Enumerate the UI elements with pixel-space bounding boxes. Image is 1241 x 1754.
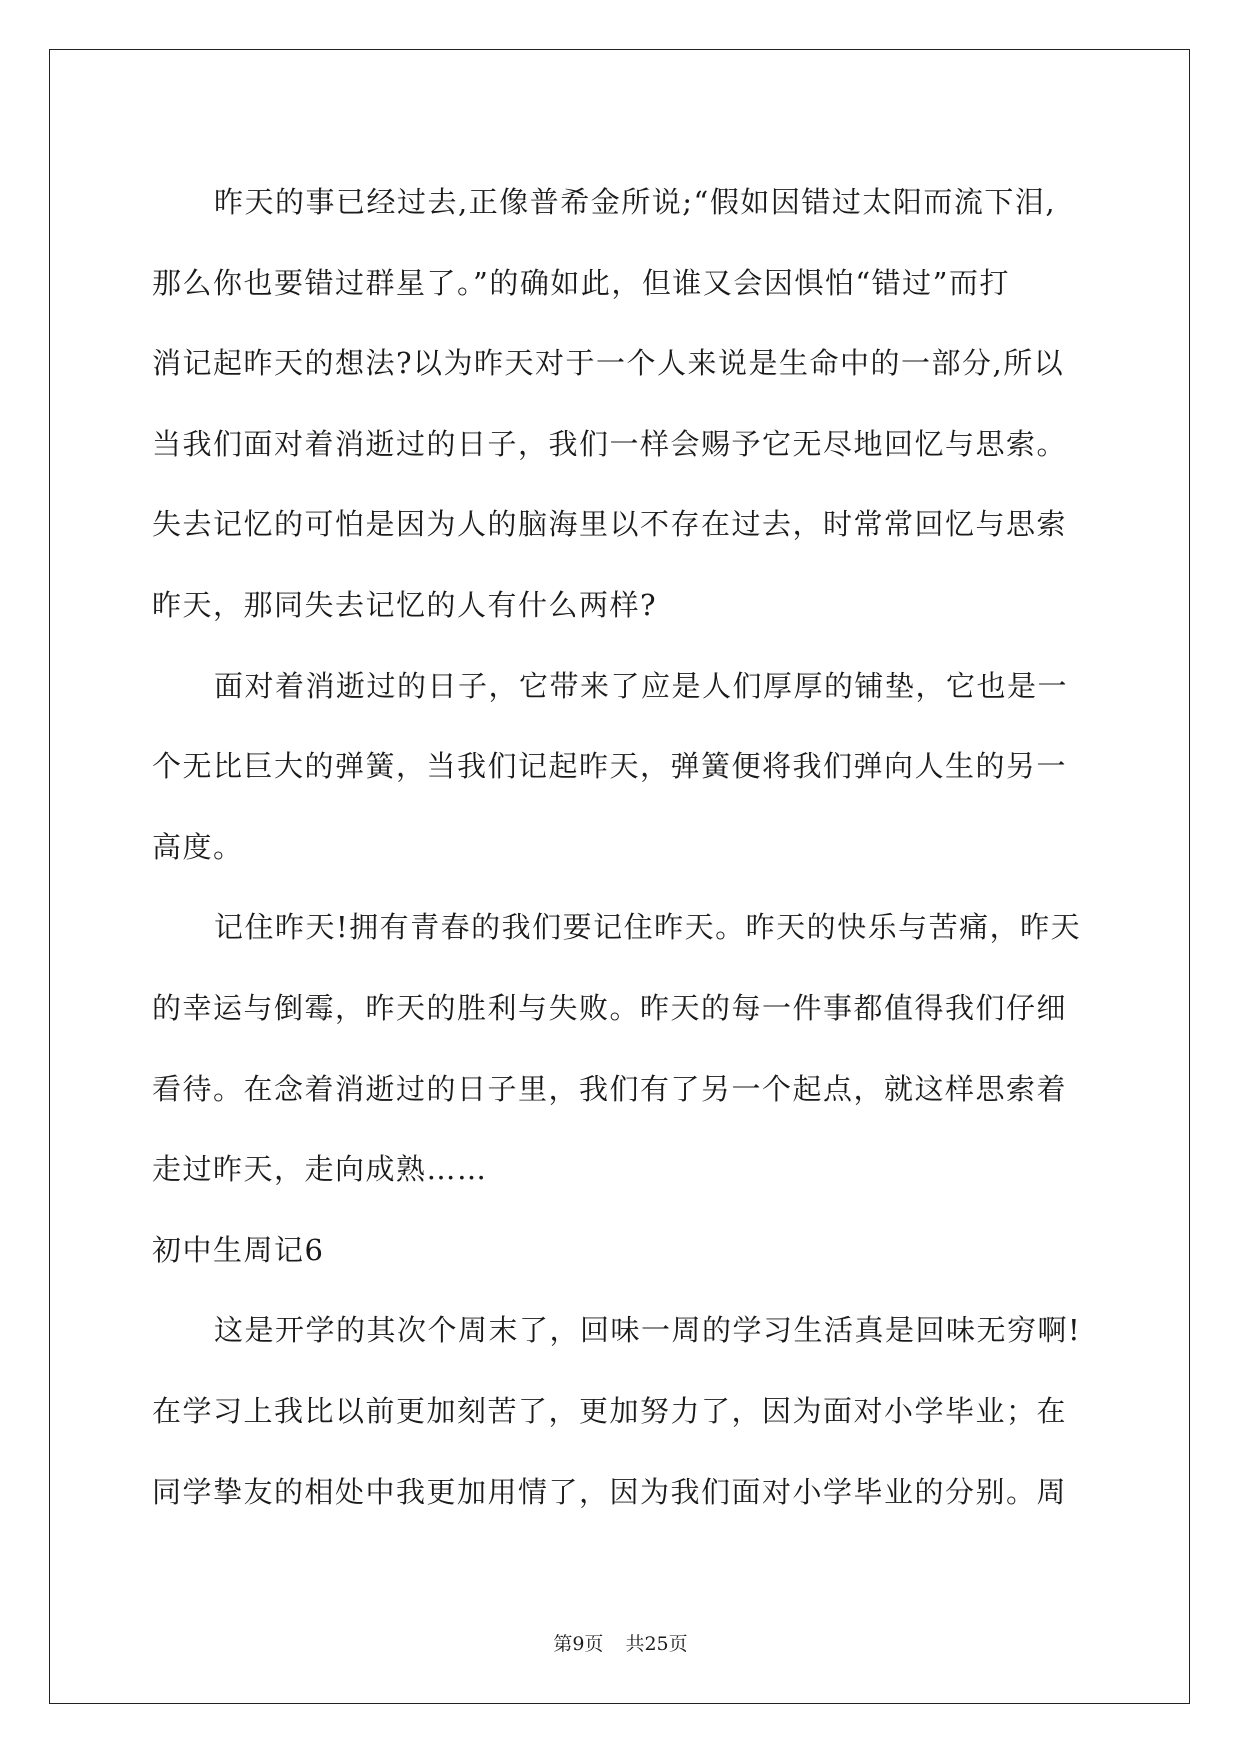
paragraph-line: 面对着消逝过的日子，它带来了应是人们厚厚的铺垫，它也是一 [214,668,1069,703]
page-total: 共25页 [625,1633,688,1655]
paragraph-line: 高度。 [152,829,244,864]
page-number: 第9页 [553,1633,604,1655]
paragraph-line: 记住昨天!拥有青春的我们要记住昨天。昨天的快乐与苦痛，昨天 [214,910,1082,945]
section-heading: 初中生周记6 [152,1232,325,1267]
paragraph-line: 昨天的事已经过去,正像普希金所说;“假如因错过太阳而流下泪, [214,185,1057,219]
paragraph-line: 在学习上我比以前更加刻苦了，更加努力了，因为面对小学毕业；在 [152,1393,1068,1428]
paragraph-line: 失去记忆的可怕是因为人的脑海里以不存在过去，时常常回忆与思索 [152,507,1068,542]
paragraph-line: 走过昨天，走向成熟…… [152,1152,488,1187]
paragraph-line: 看待。在念着消逝过的日子里，我们有了另一个起点，就这样思索着 [152,1071,1068,1106]
paragraph-line: 消记起昨天的想法?以为昨天对于一个人来说是生命中的一部分,所以 [152,346,1065,381]
page-footer [0,1632,1241,1656]
paragraph-line: 那么你也要错过群星了。”的确如此，但谁又会因惧怕“错过”而打 [152,265,1010,300]
paragraph-line: 当我们面对着消逝过的日子，我们一样会赐予它无尽地回忆与思索。 [152,426,1068,461]
paragraph-line: 的幸运与倒霉，昨天的胜利与失败。昨天的每一件事都值得我们仔细 [152,990,1068,1025]
paragraph-line: 个无比巨大的弹簧，当我们记起昨天，弹簧便将我们弹向人生的另一 [152,749,1068,784]
paragraph-line: 同学挚友的相处中我更加用情了，因为我们面对小学毕业的分别。周 [152,1474,1068,1509]
paragraph-line: 这是开学的其次个周末了，回味一周的学习生活真是回味无穷啊! [214,1313,1082,1348]
document-body [152,162,1117,1532]
paragraph-line: 昨天，那同失去记忆的人有什么两样? [152,587,658,622]
